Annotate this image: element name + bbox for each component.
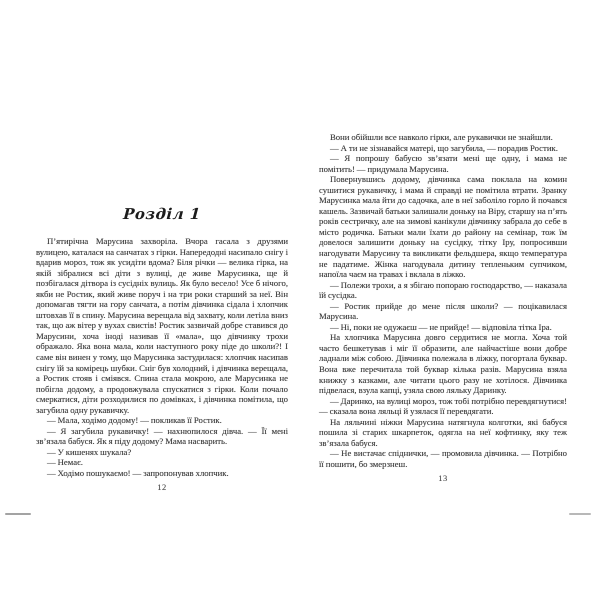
chapter-title: Розділ 1 xyxy=(122,205,202,223)
dialogue-line: — А ти не зізнавайся матері, що загубила, — порадив Ростик. xyxy=(330,142,558,153)
page-number-left: 12 xyxy=(157,481,167,492)
dialogue-line: — Не вистачає спіднички, — промовила дівчинка. — Потрібно її пошити, бо змерзнеш. xyxy=(319,448,567,469)
paragraph: На хлопчика Марусина довго сердитися не могла. Хоча той часто бешкетував і міг її образити, але найчастіше вони добре ладнали між собою. Дівчинка полежала в ліжку, погортала буквар. Вона вже перечитала той буквар кілька разів. Марусина взяла книжку з казками, але читати цього разу не хотілося. Дівчинка підвелася, взула капці, узяла свою ляльку Даринку. xyxy=(319,332,567,396)
dialogue-line: — Полежи трохи, а я збігаю попораю господарство, — наказала їй сусідка. xyxy=(319,279,567,301)
dialogue-line: — Ні, поки не одужаєш — не прийде! — відповіла тітка Іра. xyxy=(330,321,552,332)
dialogue-line: — Я попрошу бабусю зв’язати мені ще одну, і мама не помітить! — придумала Марусина. xyxy=(319,153,567,174)
paragraph: П’ятирічна Марусина захворіла. Вчора гасала з друзями вулицею, каталася на санчатах з гірки. Напередодні насипало снігу і вдарив мороз, тож як усидіти вдома? Біля річки — велика гірка, на якій зібралися всі діти з вулиці, де живе Марусинка, ще й позбігалася дітвора із сусідніх вулиць. Як було весело! Усе б нічого, якби не Ростик, який живе поруч і на три роки старший за неї. Він допомагав тягти на гору санчата, а потім дівчинка сідала і хлопчик штовхав її в спину. Марусина верещала від захвату, коли летіла вниз так, що аж вітер у вухах свистів! Ростик зазвичай добре ставився до Марусини, хоча іноді називав її «мала», що дівчинку трохи ображало. Яка вона мала, коли наступного року піде до школи?! І саме він винен у тому, що Марусинка застудилася: хлопчик насипав снігу їй за комірець шубки. Сніг був холодний, і дівчинка верещала, а Ростик стояв і сміявся. Спина стала мокрою, але Марусинка не побігла додому, а продовжувала спускатися з гірки. Коли почало смеркатися, діти розходилися по домівках, і дівчинка помітила, що загубила одну рукавичку. xyxy=(36,236,288,415)
dialogue-line: — У кишенях шукала? xyxy=(47,446,132,457)
paragraph: Повернувшись додому, дівчинка сама поклала на комин сушитися рукавичку, і мама й справді не помітила втрати. Зранку Марусинка мала йти до садочка, але в неї заболіло горло й почався кашель. Зазвичай батьки залишали доньку на Віру, старшу на п’ять років сестричку, але на зимові канікули дівчинку забрала до себе в місто родичка. Батьки мали їхати до району на семінар, тож їм довелося залишити доньку на сусідку, тітку Іру, попросивши нагодувати Марусину та викликати фельдшера, якщо температура не падатиме. Жінка нагодувала дитину тепленьким супчиком, напоїла чаєм на травах і вклала в ліжко. xyxy=(319,174,567,280)
page-right xyxy=(319,132,567,483)
spread-edge-mark-right xyxy=(569,513,591,515)
page-left xyxy=(36,205,288,492)
dialogue-line: — Ходімо пошукаємо! — запропонував хлопчик. xyxy=(47,468,229,479)
paragraph: Вони обійшли все навколо гірки, але рукавички не знайшли. xyxy=(330,132,553,142)
dialogue-line: — Я загубила рукавичку! — нахнюпилося дівча. — Її мені зв’язала бабуся. Як я піду додому? Мама насварить. xyxy=(36,425,288,447)
dialogue-line: — Ростик прийде до мене після школи? — поцікавилася Марусина. xyxy=(319,300,567,322)
spread-edge-mark-left xyxy=(5,513,31,515)
paragraph: На ляльчині ніжки Марусина натягнула колготки, які бабуся пошила зі старих шкарпеток, одягла на неї кофтинку, яку теж зв’язала бабуся. xyxy=(319,416,567,448)
dialogue-line: — Даринко, на вулиці мороз, тож тобі потрібно перевдягнутися! — сказала вона ляльці й узялася її перевдягати. xyxy=(319,395,568,417)
page-number-right: 13 xyxy=(438,472,448,483)
dialogue-line: — Немає. xyxy=(47,457,83,468)
dialogue-line: — Мала, ходімо додому! — покликав її Ростик. xyxy=(47,415,222,426)
